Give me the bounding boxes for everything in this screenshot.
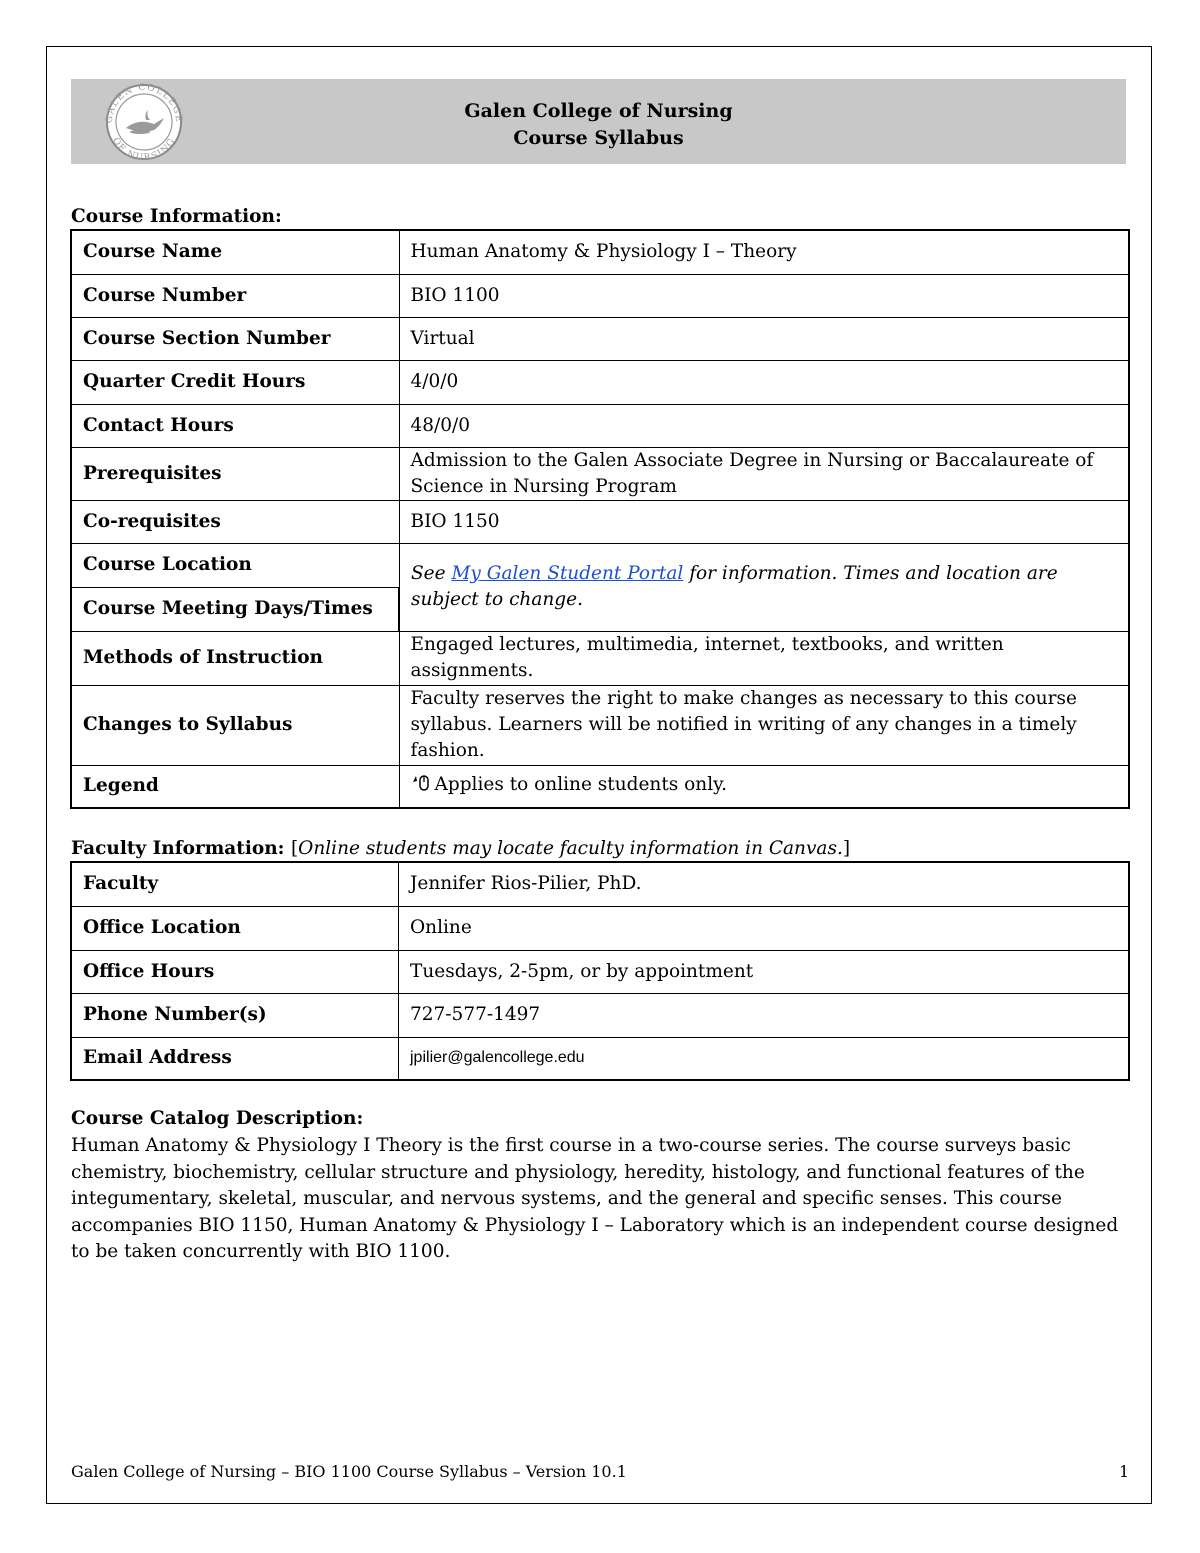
row-label: Office Location — [71, 906, 399, 950]
table-row — [71, 950, 1129, 993]
row-label: Email Address — [71, 1037, 399, 1080]
row-value: 4/0/0 — [399, 360, 1129, 404]
course-info-table — [70, 229, 1130, 809]
row-value: 48/0/0 — [399, 404, 1129, 447]
row-label: Legend — [71, 765, 399, 808]
row-label: Course Number — [71, 274, 399, 317]
footer-text: Galen College of Nursing – BIO 1100 Course Syllabus – Version 10.1 — [71, 1462, 627, 1481]
table-row — [71, 1037, 1129, 1080]
row-label: Course Location — [71, 543, 399, 587]
row-label: Co-requisites — [71, 500, 399, 543]
table-row — [71, 360, 1129, 404]
catalog-heading: Course Catalog Description: — [71, 1108, 364, 1129]
table-row — [71, 685, 1129, 765]
row-value: Online — [399, 906, 1130, 950]
document-title: Course Syllabus — [513, 127, 684, 149]
catalog-description: Human Anatomy & Physiology I Theory is the first course in a two-course series. The course surveys basic chemistry, biochemistry, cellular structure and physiology, heredity, histology, and functional features of the integumentary, skeletal, muscular, and nervous systems, and the general and specific senses. This course accompanies BIO 1150, Human Anatomy & Physiology I – Laboratory which is an independent course designed to be taken concurrently with BIO 1100. — [71, 1135, 1119, 1262]
faculty-heading-note: Online students may locate faculty information in Canvas. — [298, 838, 843, 859]
row-value: 727-577-1497 — [399, 993, 1130, 1037]
row-label: Course Section Number — [71, 317, 399, 360]
faculty-heading-label: Faculty Information: — [71, 838, 285, 859]
faculty-info-heading: Faculty Information: [Online students may locate faculty information in Canvas.] — [71, 838, 851, 859]
row-label: Course Meeting Days/Times — [71, 587, 399, 631]
document-header — [71, 98, 1126, 152]
table-row — [71, 274, 1129, 317]
email-link[interactable]: jpilier@galencollege.edu — [399, 1037, 1130, 1080]
row-value: Faculty reserves the right to make changes as necessary to this course syllabus. Learners will be notified in writing of any changes in a timely fashion. — [399, 685, 1129, 765]
table-row — [71, 543, 1129, 587]
faculty-info-table — [70, 861, 1130, 1081]
row-value: BIO 1100 — [399, 274, 1129, 317]
logo-text-top: GALEN COLLEGE — [104, 82, 184, 124]
row-label: Faculty — [71, 862, 399, 906]
row-value: Virtual — [399, 317, 1129, 360]
row-label: Methods of Instruction — [71, 631, 399, 685]
row-label: Contact Hours — [71, 404, 399, 447]
table-row — [71, 862, 1129, 906]
legend-text: Applies to online students only. — [434, 774, 727, 796]
row-value: Engaged lectures, multimedia, internet, textbooks, and written assignments. — [399, 631, 1129, 685]
mouse-pointer-icon — [411, 774, 431, 800]
table-row — [71, 500, 1129, 543]
college-name: Galen College of Nursing — [464, 100, 733, 122]
student-portal-link[interactable]: My Galen Student Portal — [451, 563, 684, 584]
logo-text-bottom: OF NURSING — [110, 136, 178, 162]
row-value: BIO 1150 — [399, 500, 1129, 543]
row-value: Tuesdays, 2-5pm, or by appointment — [399, 950, 1130, 993]
table-row — [71, 317, 1129, 360]
table-row — [71, 765, 1129, 808]
table-row — [71, 447, 1129, 500]
table-row — [71, 404, 1129, 447]
row-value: Human Anatomy & Physiology I – Theory — [399, 230, 1129, 274]
legend-cell — [399, 765, 1129, 808]
location-note-prefix: See — [411, 563, 452, 584]
table-row — [71, 906, 1129, 950]
row-value: Admission to the Galen Associate Degree in Nursing or Baccalaureate of Science in Nursing Program — [399, 447, 1129, 500]
location-note-suffix: for information. Times and location are subject to change. — [411, 563, 1058, 610]
location-note — [399, 543, 1129, 631]
row-label: Course Name — [71, 230, 399, 274]
row-label: Quarter Credit Hours — [71, 360, 399, 404]
row-label: Prerequisites — [71, 447, 399, 500]
row-label: Changes to Syllabus — [71, 685, 399, 765]
table-row — [71, 631, 1129, 685]
table-row — [71, 993, 1129, 1037]
table-row — [71, 230, 1129, 274]
row-value: Jennifer Rios-Pilier, PhD. — [399, 862, 1130, 906]
row-label: Phone Number(s) — [71, 993, 399, 1037]
course-info-heading: Course Information: — [71, 206, 282, 227]
row-label: Office Hours — [71, 950, 399, 993]
page-number: 1 — [1119, 1462, 1130, 1481]
